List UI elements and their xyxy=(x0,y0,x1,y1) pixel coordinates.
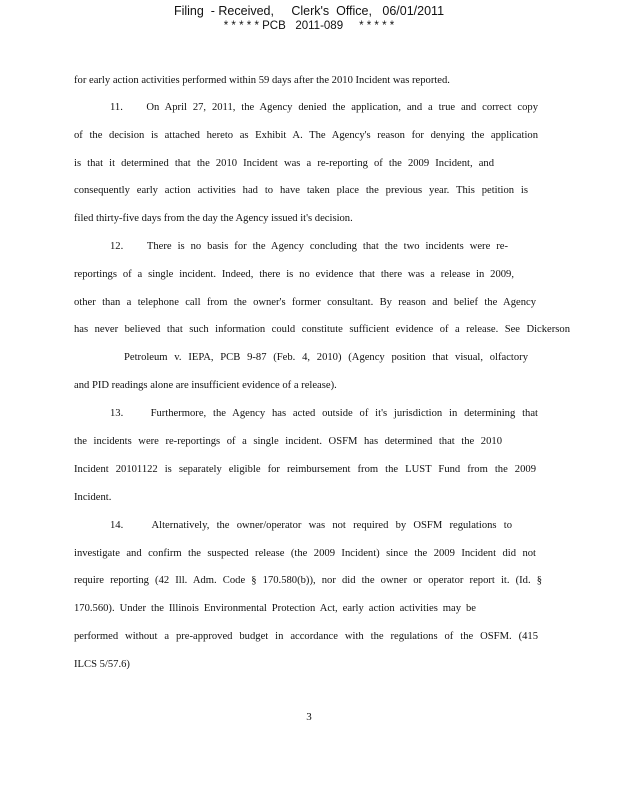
body-line: Incident 20101122 is separately eligible for reimbursement from the LUST Fund from the 2009 xyxy=(74,464,536,475)
body-line: 12. There is no basis for the Agency concluding that the two incidents were re- xyxy=(110,241,508,252)
body-line: for early action activities performed within 59 days after the 2010 Incident was reported. xyxy=(74,75,450,86)
body-line: Incident. xyxy=(74,492,112,503)
body-line: 170.560). Under the Illinois Environmental Protection Act, early action activities may be xyxy=(74,603,476,614)
body-line: consequently early action activities had to have taken place the previous year. This petition is xyxy=(74,185,528,196)
body-line: has never believed that such information could constitute sufficient evidence of a release. See Dickerson xyxy=(74,324,570,335)
body-line: of the decision is attached hereto as Exhibit A. The Agency's reason for denying the application xyxy=(74,130,538,141)
body-line: reportings of a single incident. Indeed, there is no evidence that there was a release in 2009, xyxy=(74,269,514,280)
case-number-header: * * * * * PCB 2011-089 * * * * * xyxy=(223,20,395,32)
body-line: Petroleum v. IEPA, PCB 9-87 (Feb. 4, 2010) (Agency position that visual, olfactory xyxy=(124,352,528,363)
body-line: 14. Alternatively, the owner/operator was not required by OSFM regulations to xyxy=(110,520,512,531)
body-line: 13. Furthermore, the Agency has acted outside of it's jurisdiction in determining that xyxy=(110,408,538,419)
body-line: ILCS 5/57.6) xyxy=(74,659,130,670)
body-line: 11. On April 27, 2011, the Agency denied the application, and a true and correct copy xyxy=(110,102,538,113)
body-line: performed without a pre-approved budget in accordance with the regulations of the OSFM. (415 xyxy=(74,631,538,642)
body-line: the incidents were re-reportings of a single incident. OSFM has determined that the 2010 xyxy=(74,436,502,447)
body-line: other than a telephone call from the owner's former consultant. By reason and belief the Agency xyxy=(74,297,536,308)
body-line: is that it determined that the 2010 Incident was a re-reporting of the 2009 Incident, and xyxy=(74,158,494,169)
filing-header: Filing - Received, Clerk's Office, 06/01/2011 xyxy=(173,4,445,18)
body-line: and PID readings alone are insufficient evidence of a release). xyxy=(74,380,337,391)
body-line: investigate and confirm the suspected release (the 2009 Incident) since the 2009 Incident did not xyxy=(74,548,536,559)
body-line: require reporting (42 Ill. Adm. Code § 170.580(b)), nor did the owner or operator report it. (Id. § xyxy=(74,575,542,586)
page-number: 3 xyxy=(306,711,312,723)
body-line: filed thirty-five days from the day the Agency issued it's decision. xyxy=(74,213,353,224)
